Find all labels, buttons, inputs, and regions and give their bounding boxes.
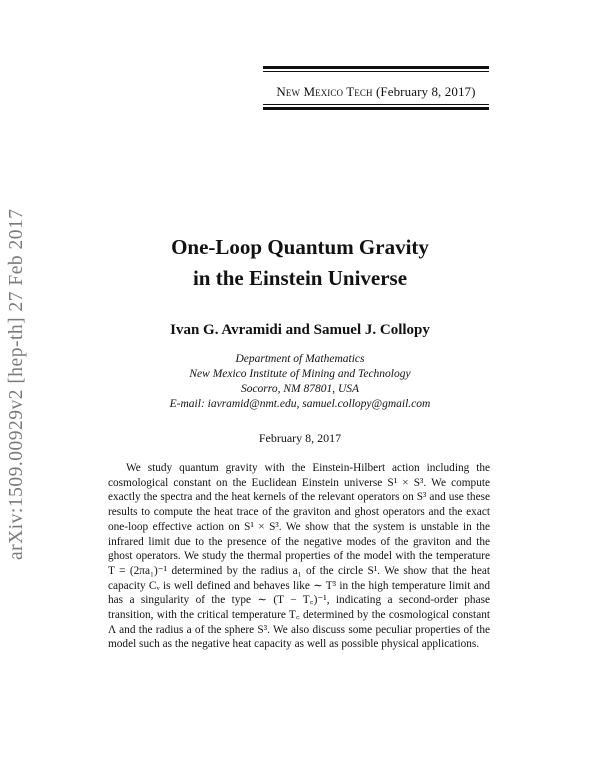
affiliation	[0, 352, 600, 412]
running-header	[263, 84, 489, 100]
arxiv-identifier: arXiv:1509.00929v2 [hep-th] 27 Feb 2017	[6, 208, 27, 560]
paper-date: February 8, 2017	[258, 431, 342, 445]
affiliation-email: E-mail: iavramid@nmt.edu, samuel.collopy@gmail.com	[169, 398, 431, 410]
paper-title	[0, 232, 600, 294]
abstract-text: We study quantum gravity with the Einstein-Hilbert action including the cosmological constant on the Euclidean Einstein universe S¹ × S³. We compute exactly the spectra and the heat kernels of the relevant operators on S³ and use these results to compute the heat trace of the graviton and ghost operators and the exact one-loop effective action on S¹ × S³. We show that the system is unstable in the infrared limit due to the presence of the negative modes of the graviton and the ghost operators. We study the thermal properties of the model with the temperature T = (2πa₁)⁻¹ determined by the radius a₁ of the circle S¹. We show that the heat capacity Cᵥ is well defined and behaves like ∼ T³ in the high temperature limit and has a singularity of the type ∼ (T − T꜀)⁻¹, indicating a second-order phase transition, with the critical temperature T꜀ determined by the cosmological constant Λ and the radius a of the sphere S³. We also discuss some peculiar properties of the model such as the negative heat capacity as well as possible physical applications.	[108, 462, 490, 651]
title-line-1: One-Loop Quantum Gravity	[171, 235, 429, 259]
header-institution: New Mexico Tech	[276, 84, 373, 99]
header-rule-bottom-thick	[263, 107, 489, 110]
header-rule-top-thick	[263, 66, 489, 69]
header-date: (February 8, 2017)	[375, 84, 476, 99]
affiliation-address: Socorro, NM 87801, USA	[240, 383, 360, 395]
author-list: Ivan G. Avramidi and Samuel J. Collopy	[170, 322, 430, 338]
title-line-2: in the Einstein Universe	[192, 266, 408, 290]
affiliation-institute: New Mexico Institute of Mining and Technology	[189, 368, 411, 380]
affiliation-department: Department of Mathematics	[235, 353, 365, 365]
header-rule-bottom-thin	[263, 104, 489, 105]
header-rule-top-thin	[263, 71, 489, 72]
